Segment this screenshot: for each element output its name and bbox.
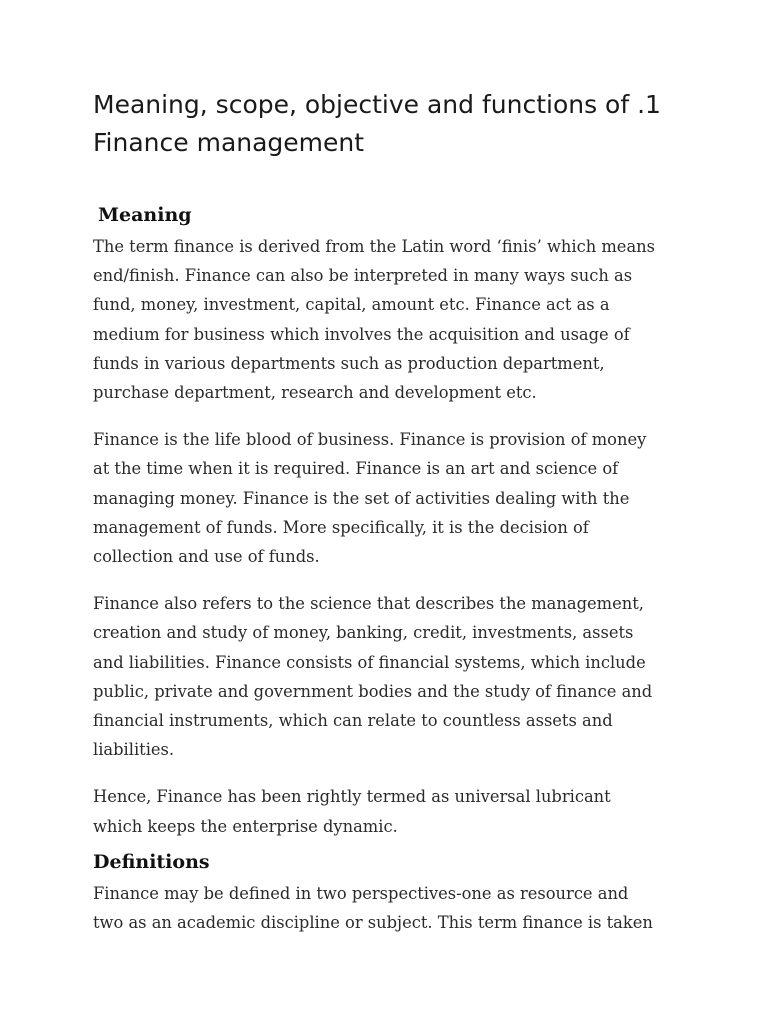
text-line: Finance is the life blood of business. Finance is provision of money xyxy=(93,430,647,450)
text-line: medium for business which involves the acquisition and usage of xyxy=(93,324,630,344)
text-line: two as an academic discipline or subject. This term finance is taken xyxy=(93,913,653,933)
text-line: public, private and government bodies and the study of finance and xyxy=(93,681,653,701)
text-line: and liabilities. Finance consists of financial systems, which include xyxy=(93,652,646,672)
text-line: which keeps the enterprise dynamic. xyxy=(93,816,398,836)
text-line: end/finish. Finance can also be interpreted in many ways such as xyxy=(93,266,633,286)
text-line: funds in various departments such as production department, xyxy=(93,353,605,373)
text-line: liabilities. xyxy=(93,740,175,760)
text-line: The term finance is derived from the Latin word ‘finis’ which means xyxy=(93,237,655,256)
section-heading-definitions: Definitions xyxy=(93,850,210,873)
paragraph-meaning-1 xyxy=(93,232,668,407)
text-line: Hence, Finance has been rightly termed as universal lubricant xyxy=(93,787,611,807)
paragraph-definitions-1 xyxy=(93,879,668,937)
text-line: collection and use of funds. xyxy=(93,547,320,567)
text-line: creation and study of money, banking, credit, investments, assets xyxy=(93,623,634,643)
paragraph-meaning-2 xyxy=(93,425,668,571)
paragraph-meaning-3 xyxy=(93,589,668,764)
text-line: financial instruments, which can relate to countless assets and xyxy=(93,711,613,731)
text-line: fund, money, investment, capital, amount etc. Finance act as a xyxy=(93,295,610,315)
text-line: Finance also refers to the science that describes the management, xyxy=(93,594,644,614)
text-line: Finance may be defined in two perspectives-one as resource and xyxy=(93,883,629,903)
text-line: purchase department, research and development etc. xyxy=(93,383,537,403)
document-title xyxy=(93,86,668,162)
paragraph-meaning-4 xyxy=(93,782,668,840)
text-line: at the time when it is required. Finance is an art and science of xyxy=(93,459,619,479)
text-line: management of funds. More specifically, it is the decision of xyxy=(93,517,589,537)
text-line: managing money. Finance is the set of activities dealing with the xyxy=(93,488,630,508)
title-line: Finance management xyxy=(93,128,365,157)
section-heading-meaning: Meaning xyxy=(98,204,192,226)
title-line: Meaning, scope, objective and functions of .1 xyxy=(93,90,661,119)
